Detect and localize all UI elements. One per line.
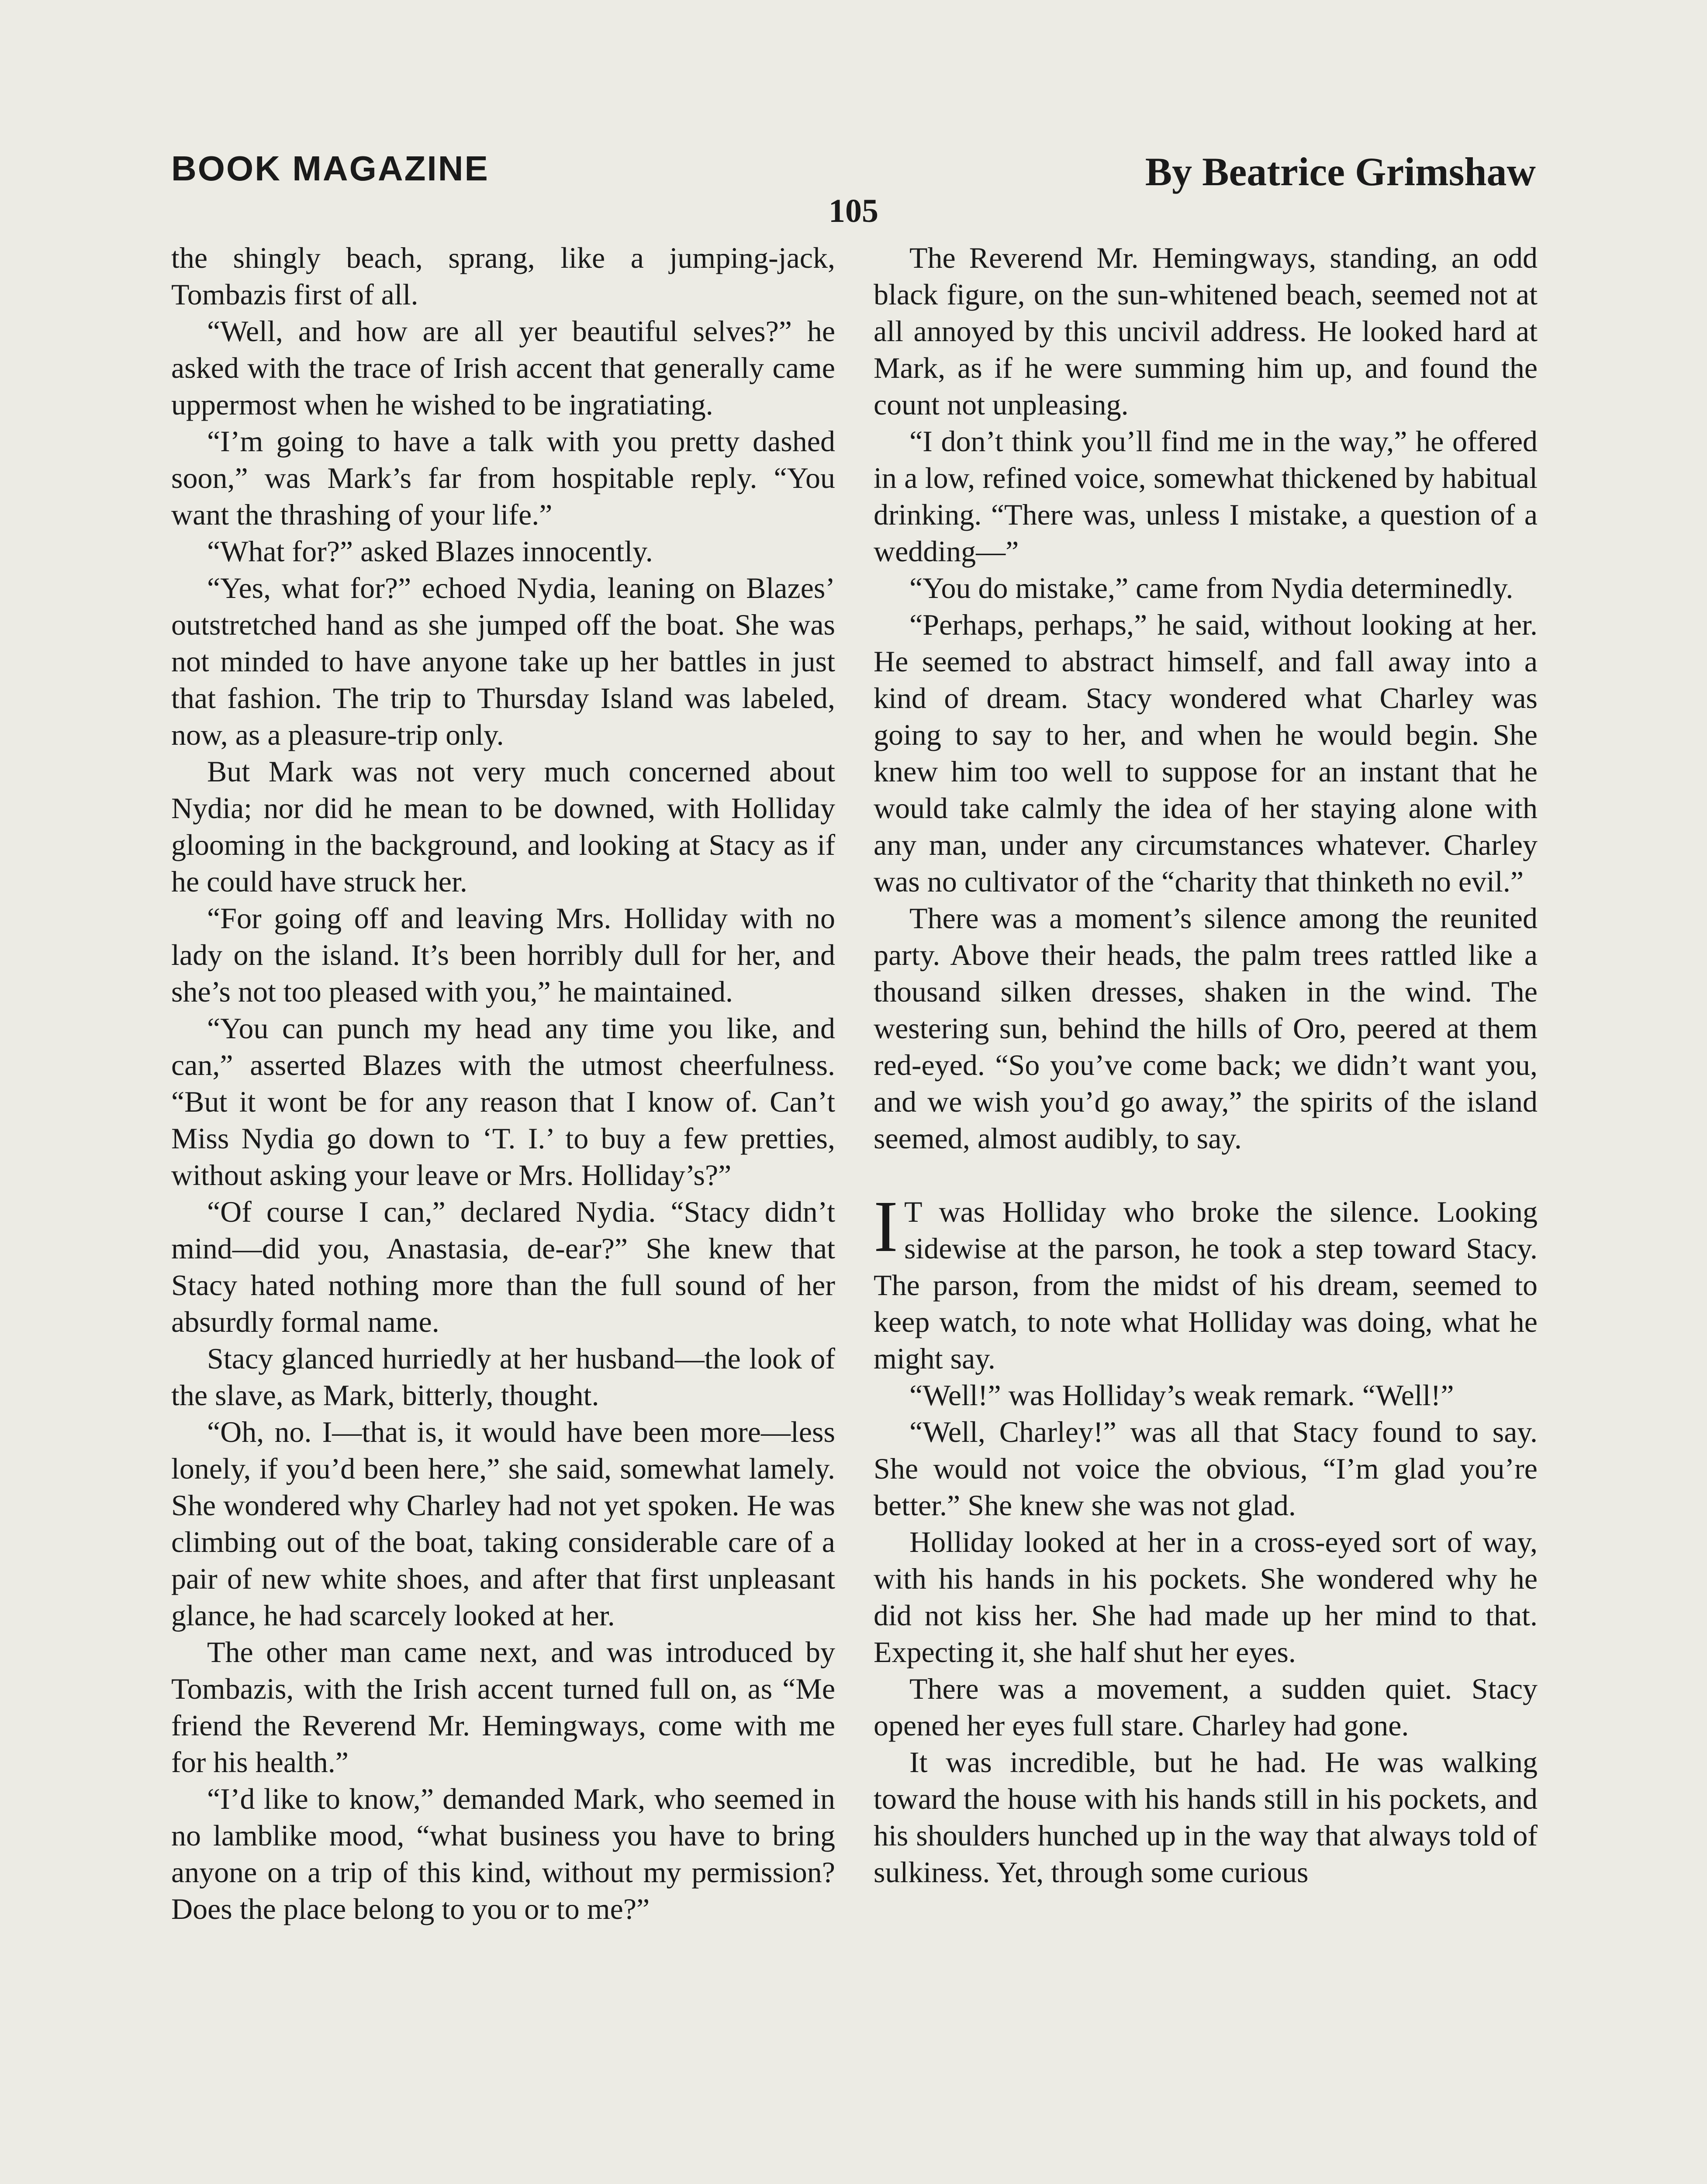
paragraph: “Well!” was Holliday’s weak remark. “Well!” — [909, 1379, 1454, 1412]
paragraph: “Yes, what for?” echoed Nydia, leaning on Blazes’ outstretched hand as she jumped off the boat. She was not minded to have anyone take up her battles in just that fashion. The trip to Thursday Island was labeled, now, as a pleasure-trip only. — [171, 571, 835, 751]
author-byline: By Beatrice Grimshaw — [1145, 149, 1536, 194]
right-column — [874, 239, 1538, 1890]
paragraph: The other man came next, and was introduced by Tombazis, with the Irish accent turned full on, as “Me friend the Reverend Mr. Hemingways, come with me for his health.” — [171, 1635, 835, 1779]
paragraph: There was a movement, a sudden quiet. Stacy opened her eyes full stare. Charley had gone. — [874, 1672, 1538, 1742]
paragraph: “I’d like to know,” demanded Mark, who seemed in no lamblike mood, “what business you have to bring anyone on a trip of this kind, without my permission? Does the place belong to you or to me?” — [171, 1782, 835, 1925]
paragraph: “What for?” asked Blazes innocently. — [207, 535, 653, 568]
section-break-text: T was Holliday who broke the silence. Looking sidewise at the parson, he took a step toward Stacy. The parson, from the midst of his dream, seemed to keep watch, to note what Holliday was doing, what he might say. — [874, 1195, 1538, 1375]
paragraph: The Reverend Mr. Hemingways, standing, an odd black figure, on the sun-whitened beach, seemed not at all annoyed by this uncivil address. He looked hard at Mark, as if he were summing him up, and found the count not unpleasing. — [874, 241, 1538, 421]
paragraph: “I don’t think you’ll find me in the way,” he offered in a low, refined voice, somewhat thickened by habitual drinking. “There was, unless I mistake, a question of a wedding—” — [874, 425, 1538, 568]
drop-cap: I — [874, 1186, 898, 1267]
paragraph: “Well, Charley!” was all that Stacy found to say. She would not voice the obvious, “I’m glad you’re better.” She knew she was not glad. — [874, 1415, 1538, 1522]
paragraph: “I’m going to have a talk with you pretty dashed soon,” was Mark’s far from hospitable reply. “You want the thrashing of your life.” — [171, 425, 835, 531]
paragraph: Holliday looked at her in a cross-eyed sort of way, with his hands in his pockets. She wondered why he did not kiss her. She had made up her mind to that. Expecting it, she half shut her eyes. — [874, 1525, 1538, 1669]
paragraph: “Of course I can,” declared Nydia. “Stacy didn’t mind—did you, Anastasia, de-ear?” She knew that Stacy hated nothing more than the full sound of her absurdly formal name. — [171, 1195, 835, 1338]
paragraph: “Perhaps, perhaps,” he said, without looking at her. He seemed to abstract himself, and fall away into a kind of dream. Stacy wondered what Charley was going to say to her, and when he would begin. She knew him too well to suppose for an instant that he would take calmly the idea of her staying alone with any man, under any circumstances whatever. Charley was no cultivator of the “charity that thinketh no evil.” — [874, 608, 1538, 898]
paragraph: “For going off and leaving Mrs. Holliday with no lady on the island. It’s been horribly dull for her, and she’s not too pleased with you,” he maintained. — [171, 902, 835, 1008]
paragraph: It was incredible, but he had. He was walking toward the house with his hands still in his pockets, and his shoulders hunched up in the way that always told of sulkiness. Yet, through some curious — [874, 1745, 1538, 1889]
section-break-paragraph — [874, 1186, 1538, 1377]
paragraph: There was a moment’s silence among the reunited party. Above their heads, the palm trees rattled like a thousand silken dresses, shaken in the wind. The westering sun, behind the hills of Oro, peered at them red-eyed. “So you’ve come back; we didn’t want you, and we wish you’d go away,” the spirits of the island seemed, almost audibly, to say. — [874, 902, 1538, 1155]
left-column — [171, 239, 835, 1927]
page-number: 105 — [829, 193, 878, 229]
paragraph: “Well, and how are all yer beautiful selves?” he asked with the trace of Irish accent that generally came uppermost when he wished to be ingratiating. — [171, 314, 835, 421]
paragraph: “You can punch my head any time you like, and can,” asserted Blazes with the utmost cheerfulness. “But it wont be for any reason that I know of. Can’t Miss Nydia go down to ‘T. I.’ to buy a few pretties, without asking your leave or Mrs. Holliday’s?” — [171, 1012, 835, 1192]
paragraph: “Oh, no. I—that is, it would have been more—less lonely, if you’d been here,” she said, somewhat lamely. She wondered why Charley had not yet spoken. He was climbing out of the boat, taking considerable care of a pair of new white shoes, and after that first unpleasant glance, he had scarcely looked at her. — [171, 1415, 835, 1632]
paragraph: But Mark was not very much concerned about Nydia; nor did he mean to be downed, with Holliday glooming in the background, and looking at Stacy as if he could have struck her. — [171, 755, 835, 898]
paragraph: Stacy glanced hurriedly at her husband—the look of the slave, as Mark, bitterly, thought. — [171, 1342, 835, 1412]
paragraph: “You do mistake,” came from Nydia determinedly. — [909, 571, 1513, 605]
paragraph: the shingly beach, sprang, like a jumping-jack, Tombazis first of all. — [171, 241, 835, 311]
publication-title: BOOK MAGAZINE — [171, 149, 489, 188]
